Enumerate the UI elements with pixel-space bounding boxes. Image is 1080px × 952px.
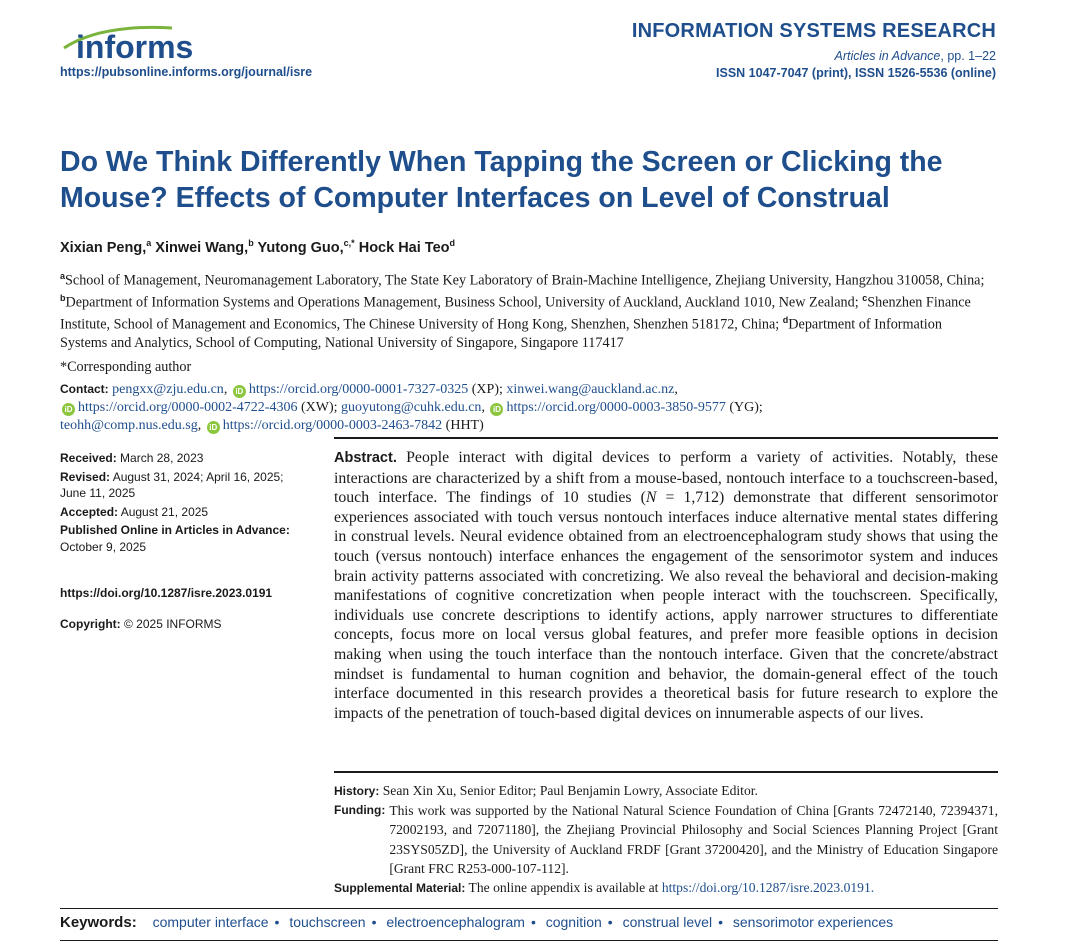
orcid-link[interactable]: https://orcid.org/0000-0003-2463-7842 [222,418,443,433]
abstract-n: N [645,489,657,507]
accepted-value: August 21, 2025 [120,504,209,519]
orcid-icon: iD [233,385,246,398]
email-link[interactable]: pengxx@zju.edu.cn [112,382,224,397]
keyword-link[interactable]: construal level [622,914,713,930]
email-link[interactable]: teohh@comp.nus.edu.sg [60,418,198,433]
author-tag: (YG); [725,400,763,415]
abstract-text: People interact with digital devices to perform a variety of activities. Notably, these interactions are characterized by a shift from a mouse-based, nontouch interface to a touchscreen-based, touch interface. The findings of 10 studies ( [334,449,999,507]
email-link[interactable]: xinwei.wang@auckland.ac.nz [506,382,675,397]
published-label: Published Online in Articles in Advance: [60,523,290,537]
affiliation: School of Management, Neuromanagement Laboratory, The State Key Laboratory of Brain-Machine Intelligence, Zhejiang University, Hangzhou 310058, China; [65,272,985,289]
author-tag: (XW); [297,400,341,415]
doi-link[interactable]: https://doi.org/10.1287/isre.2023.0191 [60,586,273,600]
abstract-text: = 1,712) demonstrate that different sensorimotor experiences associated with touch versus nontouch interfaces induce alternative mental states differing in construal levels. Neural evidence obtained from an electroencephalogram study shows that using the touch (versus nontouch) interface enhances the engagement of the sensorimotor system and induces brain activity patterns associated with concretizing. We also reveal the behavioral and decision-making manifestations of cognitive concretization when people interact with the touchscreen. Specifically, individuals use concrete descriptions to identify actions, apply narrower structures to differentiate concepts, focus more on local versus global features, and prefer more feasible options in decision making when using the touch interface than the nontouch interface. Given that the concrete/abstract mindset is fundamental to human cognition and behavior, the domain-general effect of the touch interface documented in this research provides a theoretical basis for future research to explore the impacts of the penetration of touch-based digital devices on innumerable aspects of our lives. [334,489,998,722]
published-date [60,522,310,555]
affiliations [60,268,990,352]
received-label: Received: [60,451,117,465]
published-value: October 9, 2025 [60,539,147,554]
author-list [60,238,455,256]
corresponding-author-note: *Corresponding author [60,359,192,375]
author-name: Xixian Peng, [60,239,147,256]
keyword-separator: • [607,914,613,930]
orcid-icon: iD [207,421,220,434]
journal-title: INFORMATION SYSTEMS RESEARCH [631,20,996,42]
contact-label: Contact: [60,382,109,396]
logo-text: informs [76,29,194,62]
keyword-link[interactable]: touchscreen [289,914,366,930]
orcid-link[interactable]: https://orcid.org/0000-0003-3850-9577 [506,400,726,415]
copyright-label: Copyright: [60,616,121,631]
history-note [334,781,998,801]
keyword-link[interactable]: sensorimotor experiences [732,914,894,930]
affiliation: Department of Information Systems and Analytics, School of Computing, National University of Singapore, Singapore 117417 [60,317,942,351]
affil-mark: d [782,315,789,326]
supplemental-text: The online appendix is available at [468,880,662,896]
journal-issn: ISSN 1047-7047 (print), ISSN 1526-5536 (online) [716,66,996,80]
supplemental-label: Supplemental Material: [334,881,466,896]
affil-mark: b [60,293,66,304]
orcid-icon: iD [62,403,75,416]
email-link[interactable]: guoyutong@cuhk.edu.cn [341,400,482,415]
history-text: Sean Xin Xu, Senior Editor; Paul Benjamin Lowry, Associate Editor. [382,783,758,798]
keyword-link[interactable]: cognition [545,914,602,930]
copyright [60,616,310,633]
accepted-date [60,504,310,521]
history-label: History: [334,784,380,798]
affiliation: Shenzhen Finance Institute, School of Management and Economics, The Chinese University of Hong Kong, Shenzhen, Shenzhen 518172, China; [60,294,971,334]
keyword-separator: • [530,914,536,930]
keyword-separator: • [274,914,280,930]
revised-label: Revised: [60,469,111,484]
page-range: , pp. 1–22 [940,49,996,63]
accepted-label: Accepted: [60,504,119,519]
funding-label: Funding: [334,803,386,818]
journal-pages [632,49,996,63]
keyword-separator: • [371,914,377,930]
orcid-link[interactable]: https://orcid.org/0000-0002-4722-4306 [78,400,298,415]
divider [334,437,998,439]
keyword-link[interactable]: electroencephalogram [386,914,525,930]
author-name: Xinwei Wang, [155,239,249,256]
author-tag: (XP); [468,382,507,397]
keywords [60,914,893,931]
author-name: Yutong Guo, [257,239,344,256]
article-history-sidebar [60,450,310,632]
revised-value: August 31, 2024; April 16, 2025; June 11, 2025 [60,469,284,500]
supplemental-note [334,878,998,898]
author-tag: (HHT) [442,418,484,433]
journal-header [632,20,996,80]
keyword-separator: • [718,914,723,930]
supplemental-link[interactable]: https://doi.org/10.1287/isre.2023.0191. [661,880,875,896]
divider [60,940,998,941]
contact-info: Contact: pengxx@zju.edu.cn, iD https://orcid.org/0000-0001-7327-0325 (XP); xinwei.wang@auckland.ac.nz, iD https://orcid.org/0000-0002-4722-4306 (XW); guoyutong@cuhk.edu.cn, iD https://orcid.org/0000-0003-3850-9577 (YG); teohh@comp.nus.edu.sg, iD https://orcid.org/0000-0003-2463-7842 (HHT) [60,382,763,433]
revised-dates [60,469,295,502]
keywords-label: Keywords: [60,914,137,931]
informs-logo [60,22,210,62]
keyword-link[interactable]: computer interface [152,914,269,930]
divider [60,908,998,909]
author-affil-mark: b [248,238,254,248]
article-title: Do We Think Differently When Tapping the Screen or Clicking the Mouse? Effects of Computer Interfaces on Level of Construal [60,146,943,214]
received-date [60,450,310,467]
funding-text: This work was supported by the National Natural Science Foundation of China [Grants 72472140, 72394371, 72002193, and 72071180], the Zhejiang Provincial Philosophy and Social Sciences Planning Project [Grant 23SYS05ZD], the University of Auckland FRDF [Grant 37200420], and the Ministry of Education Singapore [Grant FRC R253-000-107-112]. [389,803,998,876]
received-value: March 28, 2023 [120,451,204,465]
articles-in-advance: Articles in Advance [834,49,941,63]
article-meta [334,781,998,898]
divider [334,771,998,773]
orcid-link[interactable]: https://orcid.org/0000-0001-7327-0325 [248,382,469,397]
author-name: Hock Hai Teo [358,239,450,256]
affiliation: Department of Information Systems and Operations Management, Business School, University of Auckland, Auckland 1010, New Zealand; [65,294,863,311]
abstract-label: Abstract. [334,450,397,466]
affil-mark: c [862,293,868,304]
abstract [334,448,998,723]
author-affil-mark: c,* [343,238,355,248]
author-affil-mark: a [146,238,152,248]
copyright-value: © 2025 INFORMS [124,616,222,631]
funding-note [334,801,998,878]
journal-url[interactable]: https://pubsonline.informs.org/journal/isre [60,65,313,79]
author-affil-mark: d [449,238,455,248]
affil-mark: a [60,271,66,281]
orcid-icon: iD [490,403,503,416]
